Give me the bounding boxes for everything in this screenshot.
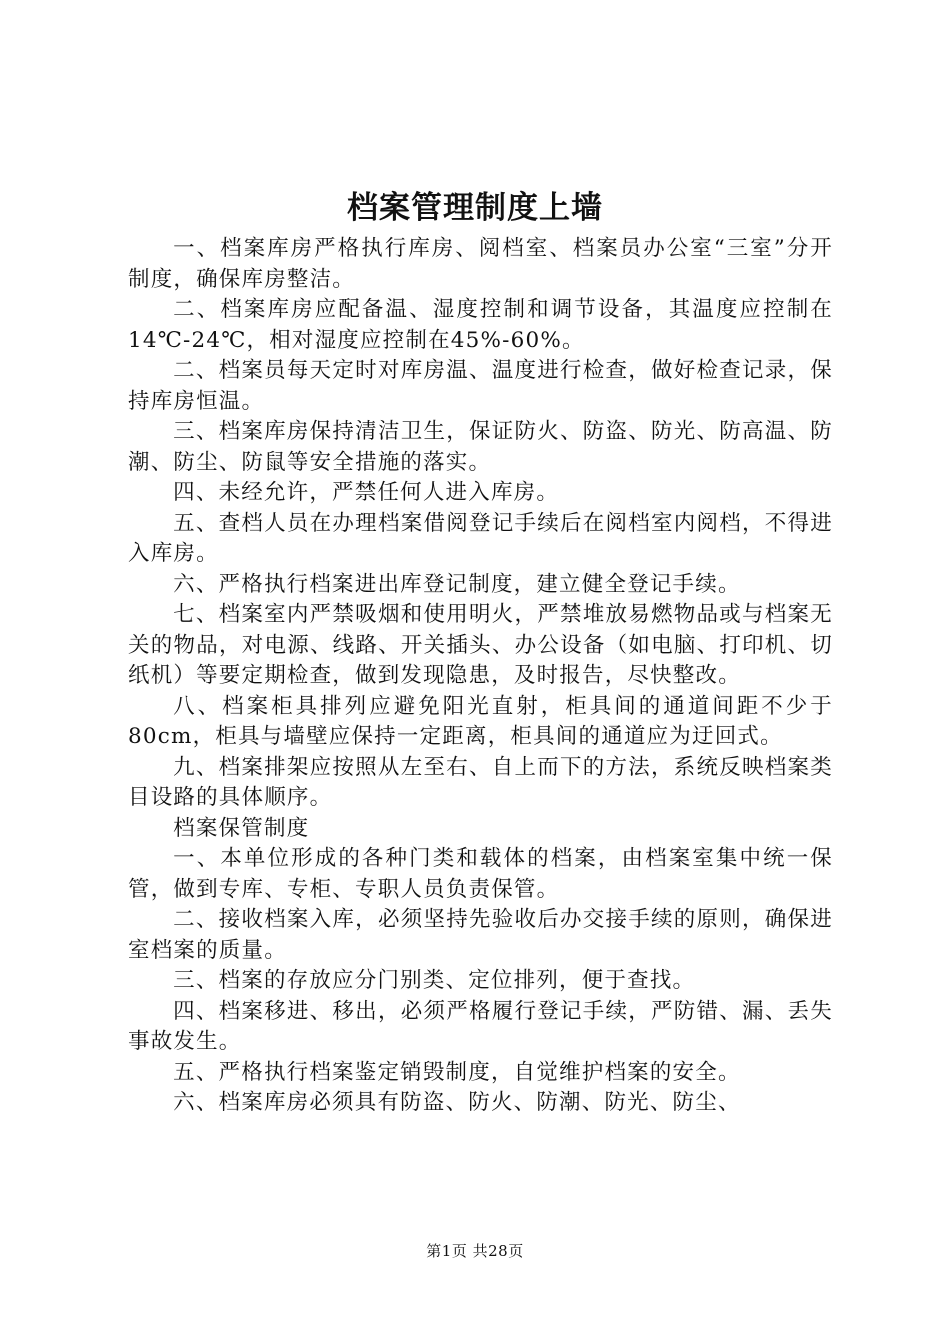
paragraph: 七、档案室内严禁吸烟和使用明火，严禁堆放易燃物品或与档案无关的物品，对电源、线路、开关插头、办公设备（如电脑、打印机、切纸机）等要定期检查，做到发现隐患，及时报告，尽快整改。: [128, 602, 833, 688]
paragraph: 一、档案库房严格执行库房、阅档室、档案员办公室“三室”分开制度，确保库房整洁。: [128, 236, 833, 292]
page-footer: 第1页 共28页: [426, 1242, 524, 1260]
paragraph: 二、档案库房应配备温、湿度控制和调节设备，其温度应控制在14℃-24℃，相对湿度应控制在45%-60%。: [128, 297, 833, 353]
section-paragraph: 五、严格执行档案鉴定销毁制度，自觉维护档案的安全。: [173, 1059, 741, 1085]
paragraph: 九、档案排架应按照从左至右、自上而下的方法，系统反映档案类目设路的具体顺序。: [128, 754, 833, 810]
section-paragraph: 一、本单位形成的各种门类和载体的档案，由档案室集中统一保管，做到专库、专柜、专职人员负责保管。: [128, 846, 833, 902]
paragraph: 五、查档人员在办理档案借阅登记手续后在阅档室内阅档，不得进入库房。: [128, 510, 833, 566]
document-body: [128, 234, 833, 1119]
section-heading: 档案保管制度: [173, 815, 310, 841]
section-paragraph: 二、接收档案入库，必须坚持先验收后办交接手续的原则，确保进室档案的质量。: [128, 907, 833, 963]
section-paragraph: 四、档案移进、移出，必须严格履行登记手续，严防错、漏、丢失事故发生。: [128, 998, 833, 1054]
document-title: 档案管理制度上墙: [347, 190, 603, 226]
paragraph: 八、档案柜具排列应避免阳光直射，柜具间的通道间距不少于80cm，柜具与墙壁应保持一定距离，柜具间的通道应为迂回式。: [128, 693, 833, 749]
paragraph: 三、档案库房保持清洁卫生，保证防火、防盗、防光、防高温、防潮、防尘、防鼠等安全措施的落实。: [128, 419, 833, 475]
paragraph: 六、严格执行档案进出库登记制度，建立健全登记手续。: [173, 571, 741, 597]
paragraph: 四、未经允许，严禁任何人进入库房。: [173, 480, 560, 505]
paragraph: 二、档案员每天定时对库房温、温度进行检查，做好检查记录，保持库房恒温。: [128, 358, 833, 414]
section-paragraph: 三、档案的存放应分门别类、定位排列，便于查找。: [173, 968, 696, 993]
section-paragraph: 六、档案库房必须具有防盗、防火、防潮、防光、防尘、: [173, 1090, 741, 1115]
